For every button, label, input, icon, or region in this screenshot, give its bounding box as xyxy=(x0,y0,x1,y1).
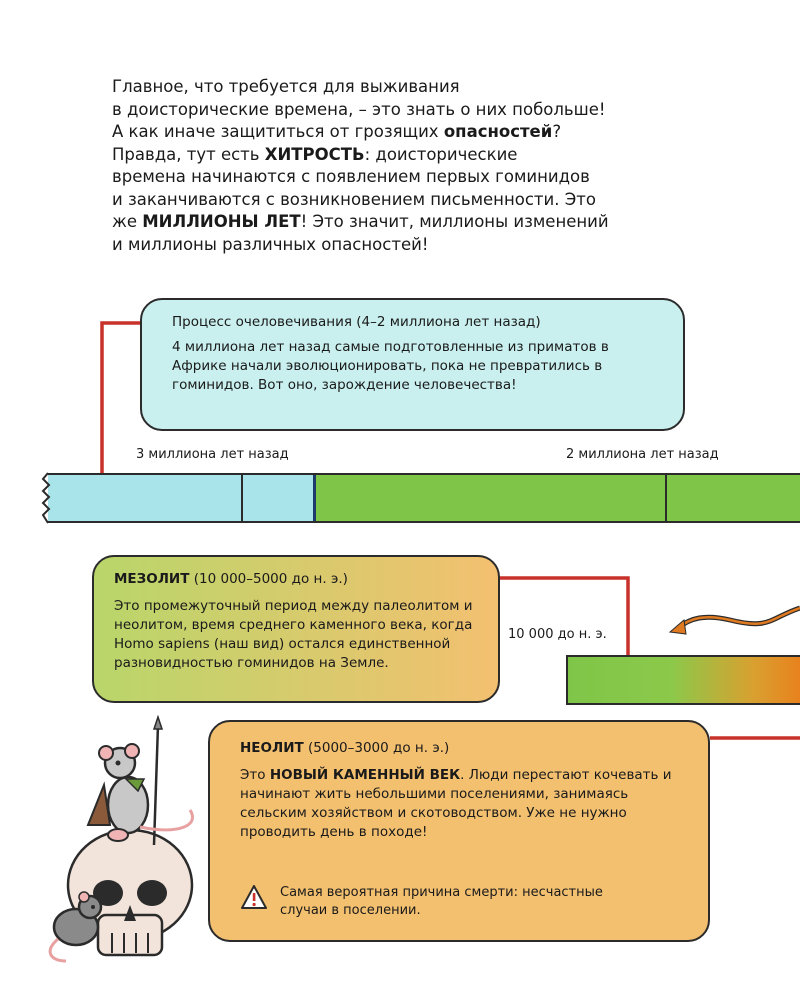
neolithic-body: Это НОВЫЙ КАМЕННЫЙ ВЕК. Люди перестают кочевать и начинают жить небольшими поселениями, занимаясь сельским хозяйством и скотоводством. Уже не нужно проводить день в походе! xyxy=(240,767,672,840)
intro-text xyxy=(112,76,712,256)
intro-line: же МИЛЛИОНЫ ЛЕТ! Это значит, миллионы изменений xyxy=(112,212,609,231)
timeline-tick xyxy=(241,475,243,521)
timeline-green-segment xyxy=(315,475,800,521)
timeline-mid xyxy=(566,655,800,705)
timeline-tick xyxy=(313,475,316,521)
mesolithic-box xyxy=(92,555,500,703)
timeline-label-2m: 2 миллиона лет назад xyxy=(566,447,719,462)
hominization-box xyxy=(140,298,685,431)
hominization-title: Процесс очеловечивания (4–2 миллиона лет назад) xyxy=(172,314,541,330)
mesolithic-title: МЕЗОЛИТ (10 000–5000 до н. э.) xyxy=(114,571,348,587)
timeline-top xyxy=(48,473,800,523)
intro-line: А как иначе защититься от грозящих опасностей? xyxy=(112,122,562,141)
intro-line: и миллионы различных опасностей! xyxy=(112,234,429,254)
intro-line: Главное, что требуется для выживания xyxy=(112,77,460,96)
rat-on-skull-illustration xyxy=(40,715,220,965)
timeline-label-10000: 10 000 до н. э. xyxy=(508,627,607,642)
timeline-label-3m: 3 миллиона лет назад xyxy=(136,447,289,462)
warning-icon xyxy=(240,884,268,910)
neolithic-warning xyxy=(240,884,670,920)
mesolithic-body: Это промежуточный период между палеолитом и неолитом, время среднего каменного века, когда Homo sapiens (наш вид) остался единственной разновидностью гоминидов на Земле. xyxy=(114,598,473,671)
intro-line: Правда, тут есть ХИТРОСТЬ: доисторические xyxy=(112,144,518,164)
timeline-tick xyxy=(665,475,667,521)
torn-edge xyxy=(40,473,56,523)
hominization-body: 4 миллиона лет назад самые подготовленные из приматов в Африке начали эволюционировать, пока не превратились в гоминидов. Вот оно, зарождение человечества! xyxy=(172,339,609,393)
warning-text: Самая вероятная причина смерти: несчастные случаи в поселении. xyxy=(280,885,603,918)
intro-line: и заканчиваются с возникновением письменности. Это xyxy=(112,189,596,209)
intro-line: в доисторические времена, – это знать о них побольше! xyxy=(112,99,606,119)
intro-line: времена начинаются с появлением первых гоминидов xyxy=(112,167,590,186)
neolithic-title: НЕОЛИТ (5000–3000 до н. э.) xyxy=(240,740,450,756)
